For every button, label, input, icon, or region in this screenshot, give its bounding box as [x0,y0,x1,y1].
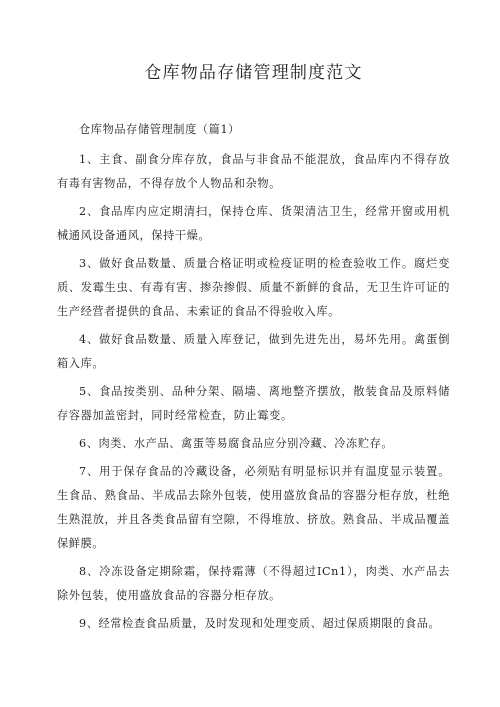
document-subtitle: 仓库物品存储管理制度（篇1） [79,123,240,136]
paragraph-4: 4、做好食品数量、质量入库登记，做到先进先出，易坏先用。禽蛋倒箱入库。 [57,333,450,370]
paragraph-6: 6、肉类、水产品、禽蛋等易腐食品应分别冷藏、冷冻贮存。 [79,437,394,450]
paragraph-3: 3、做好食品数量、质量合格证明或检疫证明的检查验收工作。腐烂变质、发霉生虫、有毒有害、掺杂掺假、质量不新鲜的食品，无卫生许可证的生产经营者提供的食品、未索证的食品不得验收入库。 [57,257,450,318]
paragraph-8: 8、冷冻设备定期除霜，保持霜薄（不得超过ICn1），肉类、水产品去除外包装，使用盛放食品的容器分柜存放。 [57,565,450,602]
paragraph-5: 5、食品按类别、品种分架、隔墙、离地整齐摆放，散装食品及原料储存容器加盖密封，同时经常检查，防止霉变。 [57,385,450,422]
document-title: 仓库物品存储管理制度范文 [144,63,363,83]
paragraph-9: 9、经常检查食品质量，及时发现和处理变质、超过保质期限的食品。 [79,617,441,630]
paragraph-2: 2、食品库内应定期清扫，保持仓库、货架清洁卫生，经常开窗或用机械通风设备通风，保持干燥。 [57,205,450,242]
paragraph-7: 7、用于保存食品的冷藏设备，必须贴有明显标识并有温度显示装置。生食品、熟食品、半成品去除外包装，使用盛放食品的容器分柜存放，杜绝生熟混放，并且各类食品留有空隙，不得堆放、挤放。熟食品、半成品覆盖保鲜膜。 [57,465,450,550]
paragraph-1: 1、主食、副食分库存放，食品与非食品不能混放，食品库内不得存放有毒有害物品，不得存放个人物品和杂物。 [57,153,450,190]
